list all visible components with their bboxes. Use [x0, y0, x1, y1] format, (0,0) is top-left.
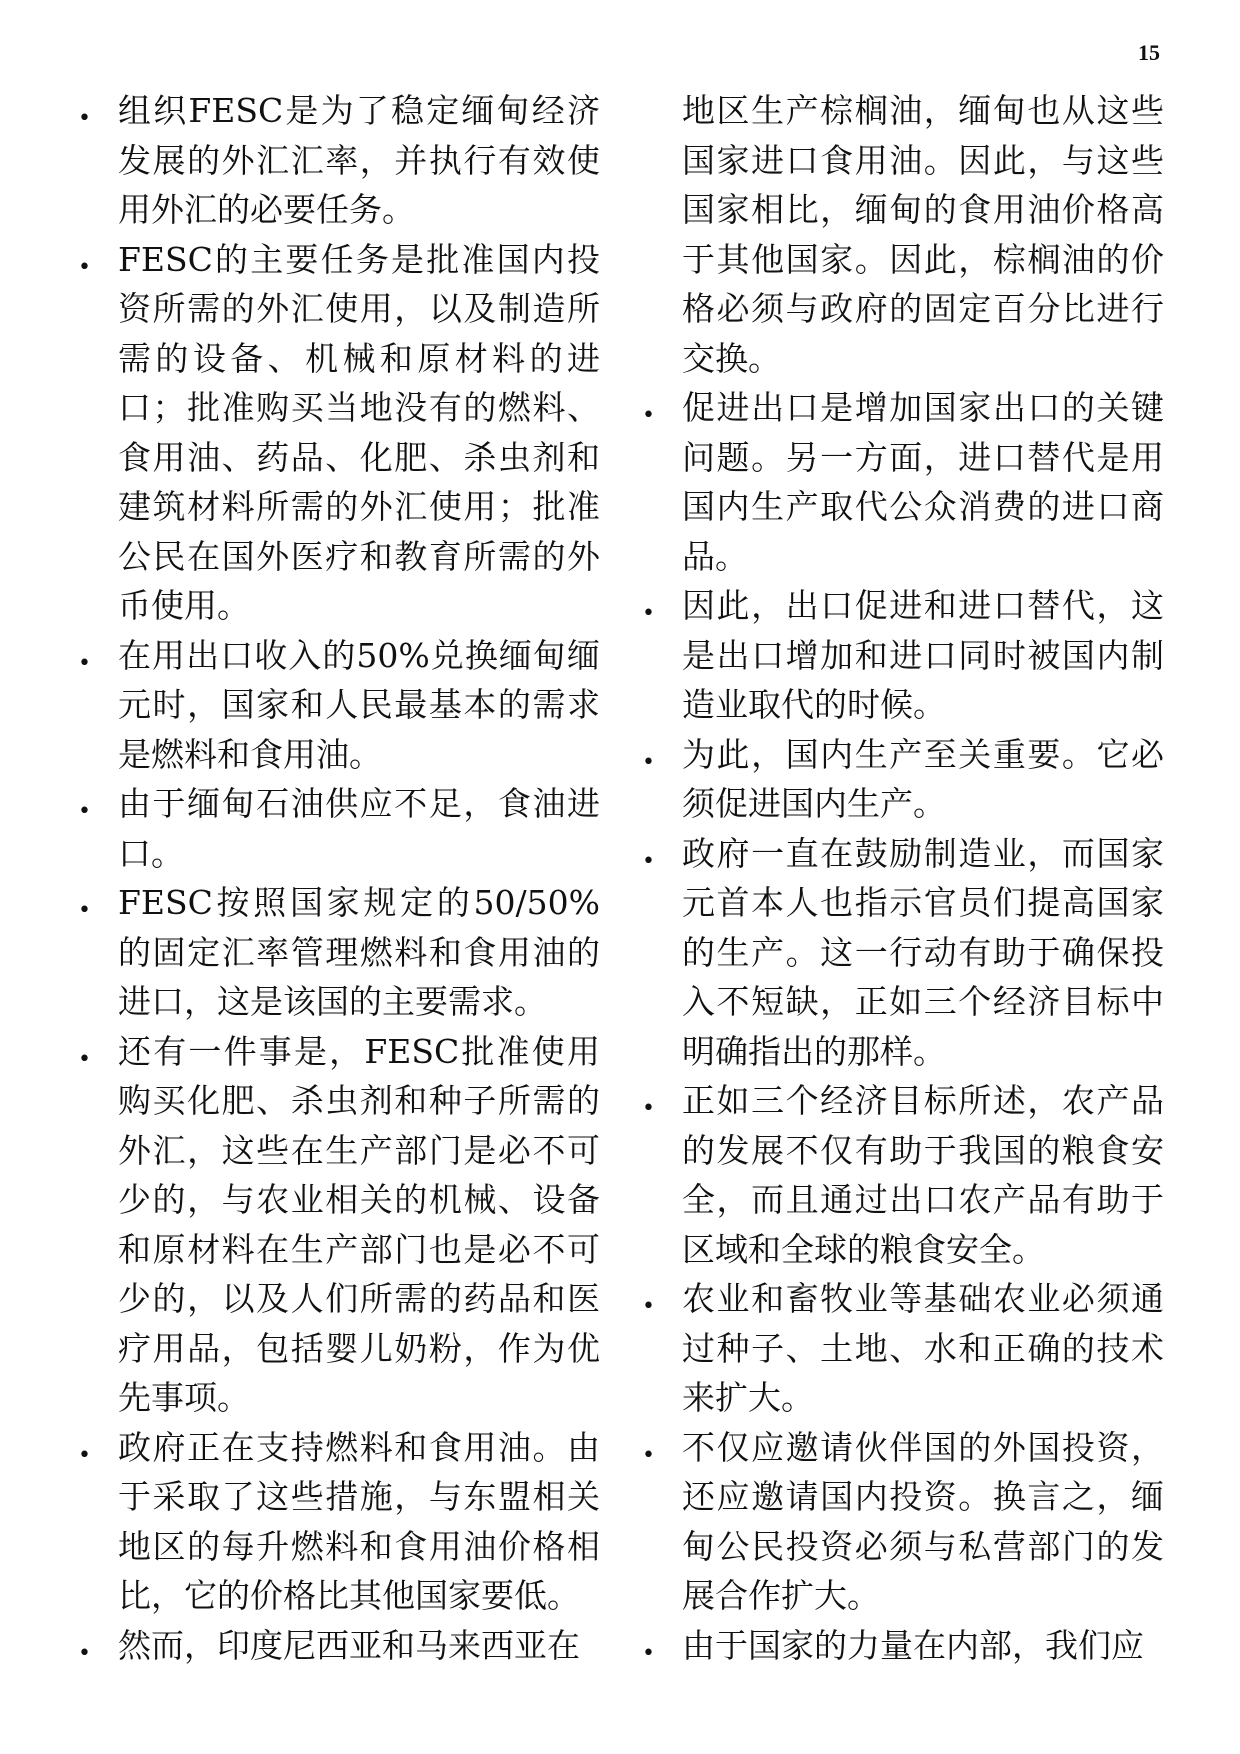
list-item: • 为此，国内生产至关重要。它必须促进国内生产。 [682, 730, 1164, 829]
continuation-text: 地区生产棕榈油，缅甸也从这些国家进口食用油。因此，与这些国家相比，缅甸的食用油价格高于其他国家。因此，棕榈油的价格必须与政府的固定百分比进行交换。 [682, 91, 1164, 378]
list-item: • 促进出口是增加国家出口的关键问题。另一方面，进口替代是用国内生产取代公众消费的进口商品。 [682, 383, 1164, 581]
right-column [682, 86, 1164, 1670]
list-item: • FESC按照国家规定的50/50%的固定汇率管理燃料和食用油的进口，这是该国的主要需求。 [118, 878, 600, 1027]
list-item: • 政府正在支持燃料和食用油。由于采取了这些措施，与东盟相关地区的每升燃料和食用油价格相比，它的价格比其他国家要低。 [118, 1423, 600, 1621]
left-column [118, 86, 600, 1670]
list-item: • 由于缅甸石油供应不足，食油进口。 [118, 779, 600, 878]
list-item: • 由于国家的力量在内部，我们应 [682, 1621, 1164, 1671]
page-number: 15 [1138, 40, 1160, 65]
list-item: • 然而，印度尼西亚和马来西亚在 [118, 1621, 600, 1671]
list-item: • 农业和畜牧业等基础农业必须通过种子、土地、水和正确的技术来扩大。 [682, 1274, 1164, 1423]
list-item: • 政府一直在鼓励制造业，而国家元首本人也指示官员们提高国家的生产。这一行动有助于确保投入不短缺，正如三个经济目标中明确指出的那样。 [682, 829, 1164, 1077]
list-item: • 正如三个经济目标所述，农产品的发展不仅有助于我国的粮食安全，而且通过出口农产品有助于区域和全球的粮食安全。 [682, 1076, 1164, 1274]
list-item: • 因此，出口促进和进口替代，这是出口增加和进口同时被国内制造业取代的时候。 [682, 581, 1164, 730]
list-item: • 在用出口收入的50%兑换缅甸缅元时，国家和人民最基本的需求是燃料和食用油。 [118, 631, 600, 780]
list-item: • 组织FESC是为了稳定缅甸经济发展的外汇汇率，并执行有效使用外汇的必要任务。 [118, 86, 600, 235]
list-item: • FESC的主要任务是批准国内投资所需的外汇使用，以及制造所需的设备、机械和原材料的进口；批准购买当地没有的燃料、食用油、药品、化肥、杀虫剂和建筑材料所需的外汇使用；批准公民在国外医疗和教育所需的外币使用。 [118, 235, 600, 631]
list-item: • 不仅应邀请伙伴国的外国投资，还应邀请国内投资。换言之，缅甸公民投资必须与私营部门的发展合作扩大。 [682, 1423, 1164, 1621]
list-item: • 还有一件事是，FESC批准使用购买化肥、杀虫剂和种子所需的外汇，这些在生产部门是必不可少的，与农业相关的机械、设备和原材料在生产部门也是必不可少的，以及人们所需的药品和医疗用品，包括婴儿奶粉，作为优先事项。 [118, 1027, 600, 1423]
